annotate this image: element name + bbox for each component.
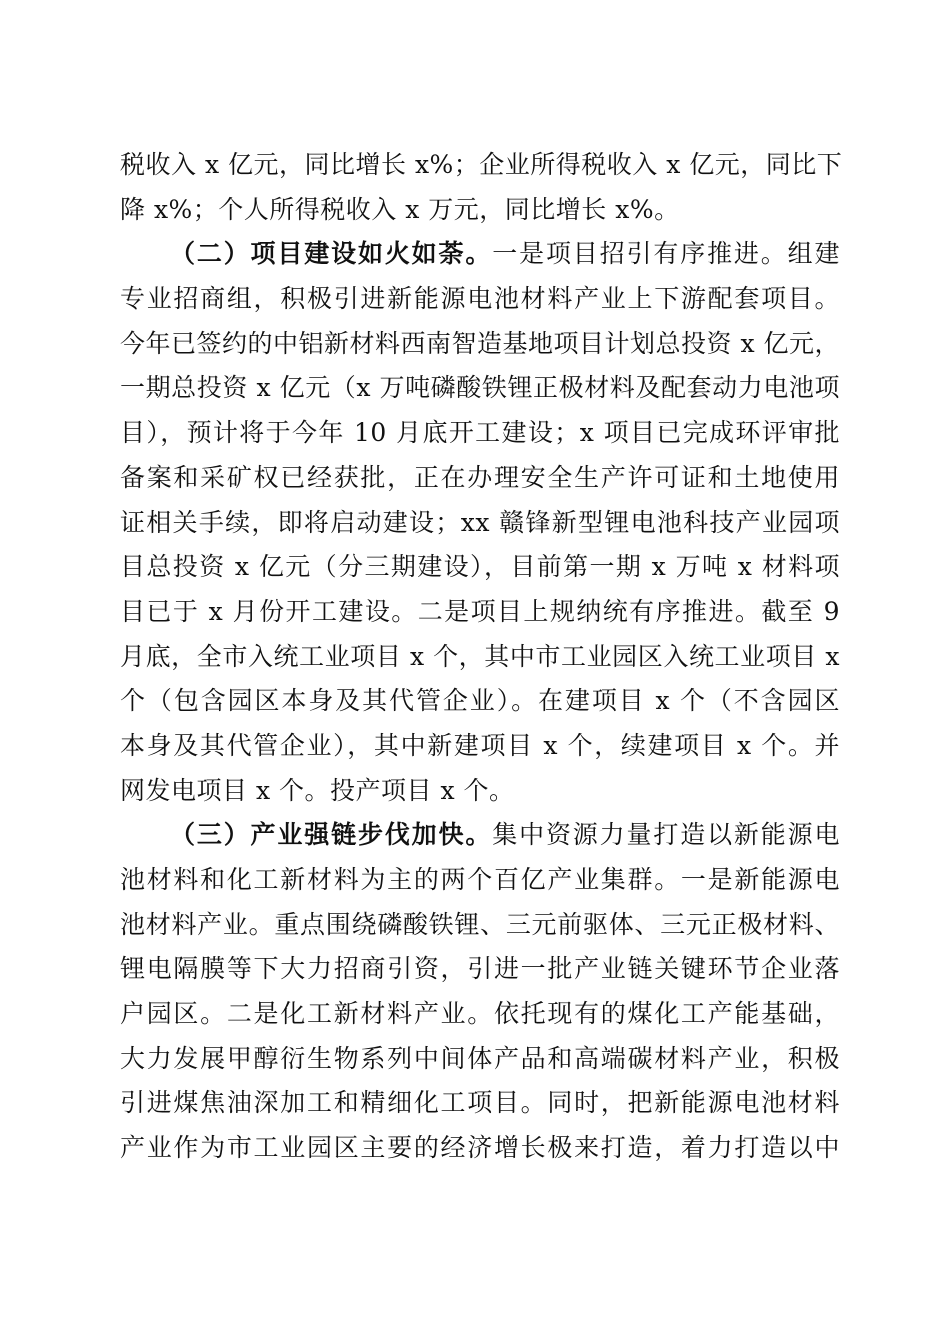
text-line: 降 x%；个人所得税收入 x 万元，同比增长 x%。 — [120, 194, 680, 224]
text-line: 今年已签约的中铝新材料西南智造基地项目计划总投资 x 亿元， — [120, 328, 840, 358]
text-line: 网发电项目 x 个。投产项目 x 个。 — [120, 775, 515, 805]
text-line: 证相关手续，即将启动建设；xx 赣锋新型锂电池科技产业园项 — [120, 507, 840, 537]
text-line: 产业作为市工业园区主要的经济增长极来打造，着力打造以中 — [120, 1133, 840, 1163]
text-line: 引进煤焦油深加工和精细化工项目。同时，把新能源电池材料 — [120, 1088, 840, 1118]
text-line: 一期总投资 x 亿元（x 万吨磷酸铁锂正极材料及配套动力电池项 — [120, 373, 840, 403]
text-line: 池材料和化工新材料为主的两个百亿产业集群。一是新能源电 — [120, 865, 840, 894]
text-line: 个（包含园区本身及其代管企业）。在建项目 x 个（不含园区 — [120, 686, 840, 716]
text-line: 备案和采矿权已经获批，正在办理安全生产许可证和土地使用 — [120, 462, 840, 492]
text-line: 专业招商组，积极引进新能源电池材料产业上下游配套项目。 — [120, 284, 840, 314]
paragraph-first-line — [120, 813, 840, 858]
text-line: 税收入 x 亿元，同比增长 x%；企业所得税收入 x 亿元，同比下 — [120, 150, 843, 179]
text-run: 集中资源力量打造以新能源电 — [492, 820, 840, 850]
text-line: 月底，全市入统工业项目 x 个，其中市工业园区入统工业项目 x — [120, 641, 840, 671]
section-heading: （二）项目建设如火如荼。 — [170, 239, 493, 269]
text-line: 池材料产业。重点围绕磷酸铁锂、三元前驱体、三元正极材料、 — [120, 909, 840, 939]
text-line: 大力发展甲醇衍生物系列中间体产品和高端碳材料产业，积极 — [120, 1043, 840, 1073]
section-heading: （三）产业强链步伐加快。 — [170, 820, 493, 850]
text-run: 一是项目招引有序推进。组建 — [492, 239, 840, 269]
text-line: 户园区。二是化工新材料产业。依托现有的煤化工产能基础， — [120, 999, 840, 1029]
text-line: 目），预计将于今年 10 月底开工建设；x 项目已完成环评审批 — [120, 418, 840, 448]
text-line: 目已于 x 月份开工建设。二是项目上规纳统有序推进。截至 9 — [120, 596, 840, 626]
text-line: 目总投资 x 亿元（分三期建设），目前第一期 x 万吨 x 材料项 — [120, 552, 840, 582]
document-body — [120, 143, 843, 1171]
paragraph-first-line — [120, 232, 840, 277]
text-line: 本身及其代管企业），其中新建项目 x 个，续建项目 x 个。并 — [120, 730, 840, 760]
text-line: 锂电隔膜等下大力招商引资，引进一批产业链关键环节企业落 — [120, 954, 840, 984]
